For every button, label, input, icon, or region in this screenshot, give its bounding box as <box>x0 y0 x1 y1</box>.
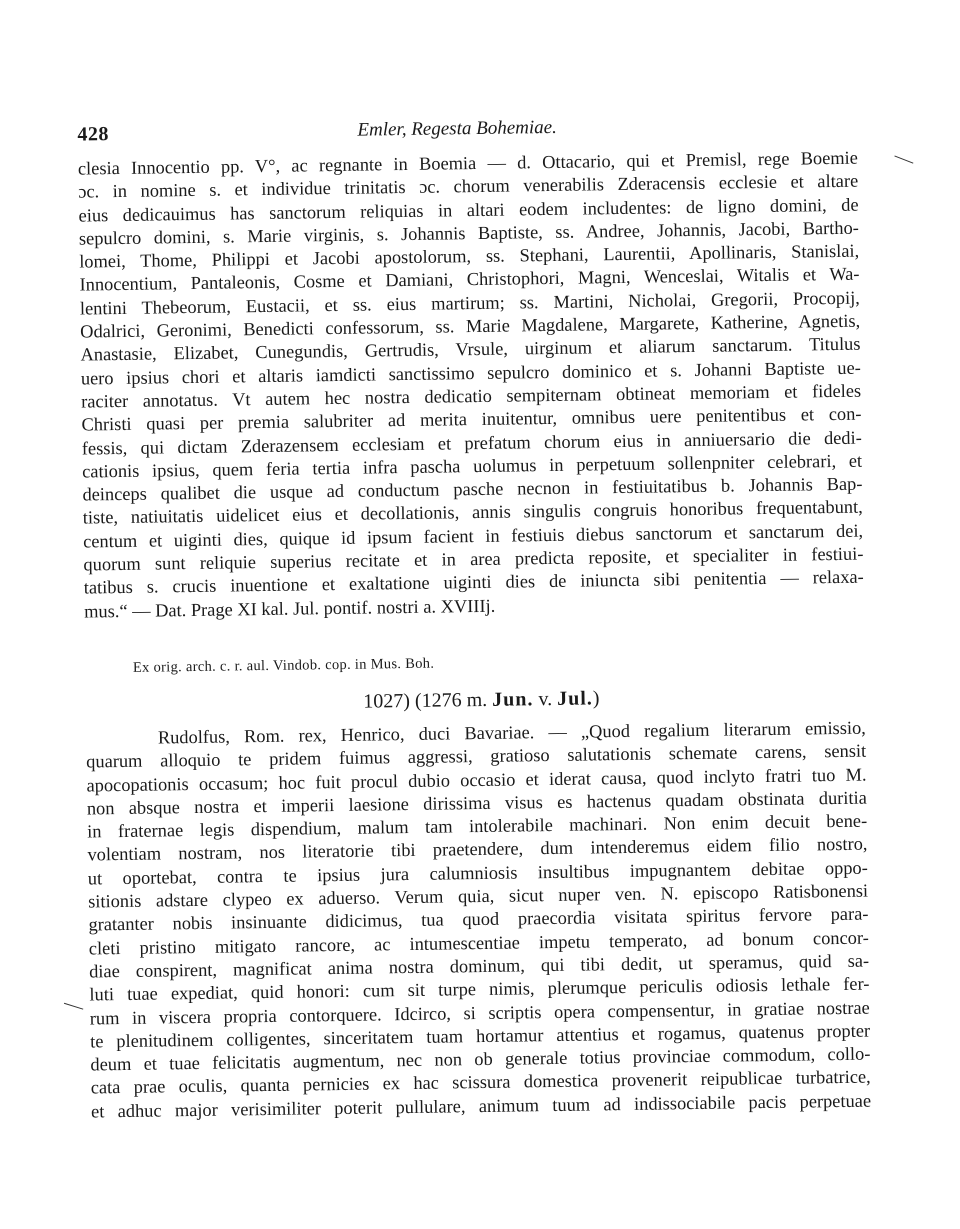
text-line: quorum sunt reliquie superius recitate et in area predicta reposite, et specialiter in festiui- <box>83 543 864 575</box>
text-line: eius dedicauimus has sanctorum reliquias in altari eodem includentes: de ligno domini, de <box>78 194 859 226</box>
margin-pencil-mark <box>64 1003 83 1010</box>
text-line: diae conspirent, magnificat anima nostra dominum, qui tibi dedit, ut speramus, quid sa- <box>89 950 870 982</box>
text-line: apocopationis occasum; hoc fuit procul dubio occasio et iderat causa, quod inclyto fratri tuo M. <box>86 764 867 796</box>
document-date-open: (1276 m. <box>414 688 488 712</box>
text-line: Odalrici, Geronimi, Benedicti confessorum, ss. Marie Magdalene, Margarete, Katherine, Agnetis, <box>80 310 861 342</box>
text-line: volentiam nostram, nos literatorie tibi praetendere, dum intenderemus eidem filio nostro, <box>87 834 868 865</box>
running-head: Emler, Regesta Bohemiae. <box>357 116 558 141</box>
text-line: in fraternae legis dispendium, malum tam intolerabile machinari. Non enim decuit bene- <box>87 810 868 842</box>
text-line: Innocentium, Pantaleonis, Cosme et Damiani, Christophori, Magni, Wenceslai, Witalis et Wa- <box>79 264 860 296</box>
text-line: te plenitudinem colligentes, sinceritatem tuam hortamur attentius et rogamus, quatenus propter <box>89 1020 871 1052</box>
text-line: clesia Innocentio pp. V°, ac regnante in Boemia — d. Ottacario, qui et Premisl, rege Boemie <box>77 147 859 179</box>
text-line: Anastasie, Elizabet, Cunegundis, Gertrudis, Vrsule, uirginum et aliarum sanctarum. Titulus <box>80 334 861 365</box>
text-line: lentini Thebeorum, Eustacii, et ss. eius martirum; ss. Martini, Nicholai, Gregorii, Procopij, <box>79 287 860 319</box>
document-month-2: Jul. <box>556 687 593 710</box>
document-date-mid: v. <box>538 688 553 711</box>
source-note: Ex orig. arch. c. r. aul. Vindob. cop. in Mus. Boh. <box>132 655 435 676</box>
text-line: tiste, natiuitatis uidelicet eius et decollationis, annis singulis congruis honoribus frequentabunt, <box>82 497 863 528</box>
document-month: Jun. <box>492 688 534 711</box>
margin-pencil-mark <box>894 155 913 163</box>
document-number: 1027) <box>363 689 411 713</box>
text-line: deum et tuae felicitatis augmentum, nec non ob generale totius provinciae commodum, collo- <box>90 1043 871 1075</box>
text-line: non absque nostra et imperii laesione dirissima visus es hactenus quadam obstinata duritia <box>86 787 867 819</box>
text-line: uero ipsius chori et altaris iamdicti sanctissimo sepulcro dominico et s. Johanni Baptiste ue- <box>80 357 861 389</box>
text-line: gratanter nobis insinuante didicimus, tua quod praecordia visitata spiritus fervore para- <box>88 903 869 935</box>
document-heading <box>1 682 960 718</box>
text-line: lomei, Thome, Philippi et Jacobi apostolorum, ss. Stephani, Laurentii, Apollinaris, Stanislai, <box>79 240 860 272</box>
text-line: tatibus s. crucis inuentione et exaltatione uiginti dies de iniuncta sibi penitentia — relaxa- <box>83 566 864 598</box>
text-line: sitionis adstare clypeo ex aduerso. Verum quia, sicut nuper ven. N. episcopo Ratisbonensi <box>88 880 869 912</box>
text-line: raciter annotatus. Vt autem hec nostra dedicatio sempiternam obtineat memoriam et fideles <box>81 380 862 412</box>
text-line: ɔc. in nomine s. et individue trinitatis ɔc. chorum venerabilis Zderacensis ecclesie et altare <box>78 170 859 202</box>
text-line: quarum alloquio te pridem fuimus aggressi, gratioso salutationis schemate carens, sensit <box>86 740 867 772</box>
text-line: mus.“ — Dat. Prage XI kal. Jul. pontif. nostri a. XVIIIj. <box>83 595 496 622</box>
document-1027-text <box>86 717 871 1124</box>
text-line: cata prae oculis, quanta pernicies ex hac scissura domestica provenerit reipublicae turbatrice, <box>90 1067 871 1098</box>
text-line: luti tuae expediat, quid honori: cum sit turpe nimis, plerumque periculis odiosis lethale fer- <box>89 973 870 1005</box>
page-number: 428 <box>77 123 110 146</box>
text-line: fessis, qui dictam Zderazensem ecclesiam et prefatum chorum eius in anniuersario die dedi- <box>81 427 862 459</box>
text-line: deinceps qualibet die usque ad conductum pasche necnon in festiuitatibus b. Johannis Bap- <box>82 473 863 505</box>
text-line: cleti pristino mitigato rancore, ac intumescentiae impetu temperato, ad bonum concor- <box>88 927 869 959</box>
text-line: rum in viscera propria contorquere. Idcirco, si scriptis opera compensentur, in gratiae nostrae <box>89 997 870 1029</box>
text-line: ut oportebat, contra te ipsius jura calumniosis insultibus impugnantem debitae oppo- <box>87 857 868 889</box>
document-date-close: ) <box>592 687 600 710</box>
text-line: Rudolfus, Rom. rex, Henrico, duci Bavariae. — „Quod regalium literarum emissio, <box>157 717 866 748</box>
text-line: cationis ipsius, quem feria tertia infra pascha uolumus in perpetuum sollenpniter celebrari, et <box>82 450 863 482</box>
text-line: sepulcro domini, s. Marie virginis, s. Johannis Baptiste, ss. Andree, Johannis, Jacobi, Bartho- <box>78 217 859 249</box>
text-line: centum et uiginti dies, quique id ipsum facient in festiuis diebus sanctorum et sanctarum dei, <box>83 520 864 552</box>
charter-text-continuation <box>78 147 864 624</box>
text-line: Christi quasi per premia salubriter ad merita inuitentur, omnibus uere penitentibus et con- <box>81 403 862 435</box>
text-line: et adhuc major verisimiliter poterit pullulare, animum tuum ad indissociabile pacis perpetuae <box>90 1090 872 1122</box>
